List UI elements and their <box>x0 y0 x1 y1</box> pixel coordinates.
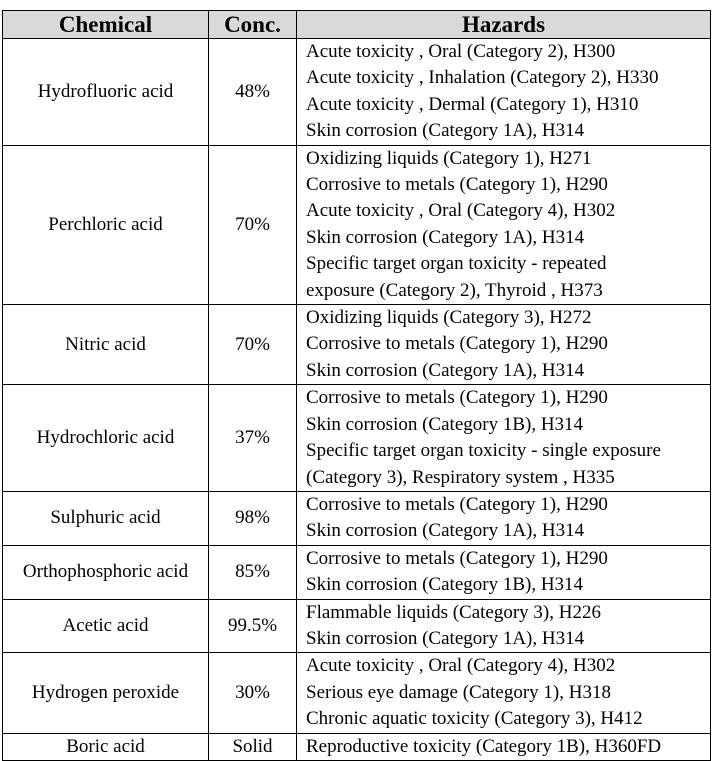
table-row <box>3 653 711 733</box>
hazard-statement: Acute toxicity , Oral (Category 4), H302 <box>306 655 616 677</box>
concentration: Solid <box>209 733 297 760</box>
table-row <box>3 145 711 304</box>
concentration: 70% <box>209 305 297 385</box>
hazards-cell <box>297 305 711 385</box>
hazard-statement: Skin corrosion (Category 1A), H314 <box>306 359 585 381</box>
concentration: 48% <box>209 39 297 146</box>
hazard-statement: Acute toxicity , Oral (Category 4), H302 <box>306 200 616 222</box>
table-row <box>3 733 711 760</box>
table-row <box>3 39 711 146</box>
hazard-statement: Oxidizing liquids (Category 3), H272 <box>306 307 592 329</box>
hazard-statement: Skin corrosion (Category 1B), H314 <box>306 574 584 596</box>
chemical-name: Orthophosphoric acid <box>3 545 209 599</box>
chemical-name: Hydrochloric acid <box>3 385 209 492</box>
table-body <box>3 39 711 761</box>
hazard-statement: Acute toxicity , Oral (Category 2), H300 <box>306 41 616 62</box>
table-header <box>3 11 711 39</box>
hazards-cell <box>297 733 711 760</box>
hazards-cell <box>297 491 711 545</box>
hazard-statement: Acute toxicity , Inhalation (Category 2), H330 <box>306 67 659 89</box>
hazards-cell <box>297 145 711 304</box>
hazards-cell <box>297 599 711 653</box>
chemical-name: Acetic acid <box>3 599 209 653</box>
header-hazards: Hazards <box>297 11 711 39</box>
concentration: 70% <box>209 145 297 304</box>
hazard-statement: (Category 3), Respiratory system , H335 <box>306 466 615 488</box>
hazard-statement: Skin corrosion (Category 1A), H314 <box>306 120 585 142</box>
hazard-statement: Corrosive to metals (Category 1), H290 <box>306 174 608 196</box>
hazard-statement: Acute toxicity , Dermal (Category 1), H310 <box>306 93 639 115</box>
table-row <box>3 305 711 385</box>
chemical-name: Hydrofluoric acid <box>3 39 209 146</box>
chemical-name: Sulphuric acid <box>3 491 209 545</box>
concentration: 30% <box>209 653 297 733</box>
hazard-statement: Skin corrosion (Category 1B), H314 <box>306 413 584 435</box>
hazard-statement: Skin corrosion (Category 1A), H314 <box>306 520 585 542</box>
hazards-cell <box>297 545 711 599</box>
concentration: 37% <box>209 385 297 492</box>
chemical-hazards-table <box>2 10 711 761</box>
hazard-statement: Corrosive to metals (Category 1), H290 <box>306 493 608 515</box>
header-chemical: Chemical <box>3 11 209 39</box>
header-conc: Conc. <box>209 11 297 39</box>
concentration: 99.5% <box>209 599 297 653</box>
hazard-statement: Reproductive toxicity (Category 1B), H360FD <box>306 735 662 757</box>
table-row <box>3 385 711 492</box>
hazard-statement: Corrosive to metals (Category 1), H290 <box>306 333 608 355</box>
hazard-statement: Oxidizing liquids (Category 1), H271 <box>306 147 592 169</box>
hazards-cell <box>297 385 711 492</box>
concentration: 85% <box>209 545 297 599</box>
hazard-statement: Specific target organ toxicity - single exposure <box>306 440 661 462</box>
chemical-name: Nitric acid <box>3 305 209 385</box>
header-row <box>3 11 711 39</box>
hazard-statement: exposure (Category 2), Thyroid , H373 <box>306 279 603 301</box>
hazard-statement: Flammable liquids (Category 3), H226 <box>306 601 601 623</box>
hazards-cell <box>297 653 711 733</box>
hazard-statement: Chronic aquatic toxicity (Category 3), H412 <box>306 708 643 730</box>
table-row <box>3 599 711 653</box>
hazard-statement: Serious eye damage (Category 1), H318 <box>306 681 611 703</box>
hazard-statement: Skin corrosion (Category 1A), H314 <box>306 627 585 649</box>
hazard-statement: Specific target organ toxicity - repeated <box>306 253 607 275</box>
chemical-name: Boric acid <box>3 733 209 760</box>
hazard-statement: Corrosive to metals (Category 1), H290 <box>306 547 608 569</box>
concentration: 98% <box>209 491 297 545</box>
chemical-name: Perchloric acid <box>3 145 209 304</box>
hazard-statement: Skin corrosion (Category 1A), H314 <box>306 226 585 248</box>
table-row <box>3 491 711 545</box>
chemical-name: Hydrogen peroxide <box>3 653 209 733</box>
table-row <box>3 545 711 599</box>
hazards-cell <box>297 39 711 146</box>
hazard-statement: Corrosive to metals (Category 1), H290 <box>306 387 608 409</box>
